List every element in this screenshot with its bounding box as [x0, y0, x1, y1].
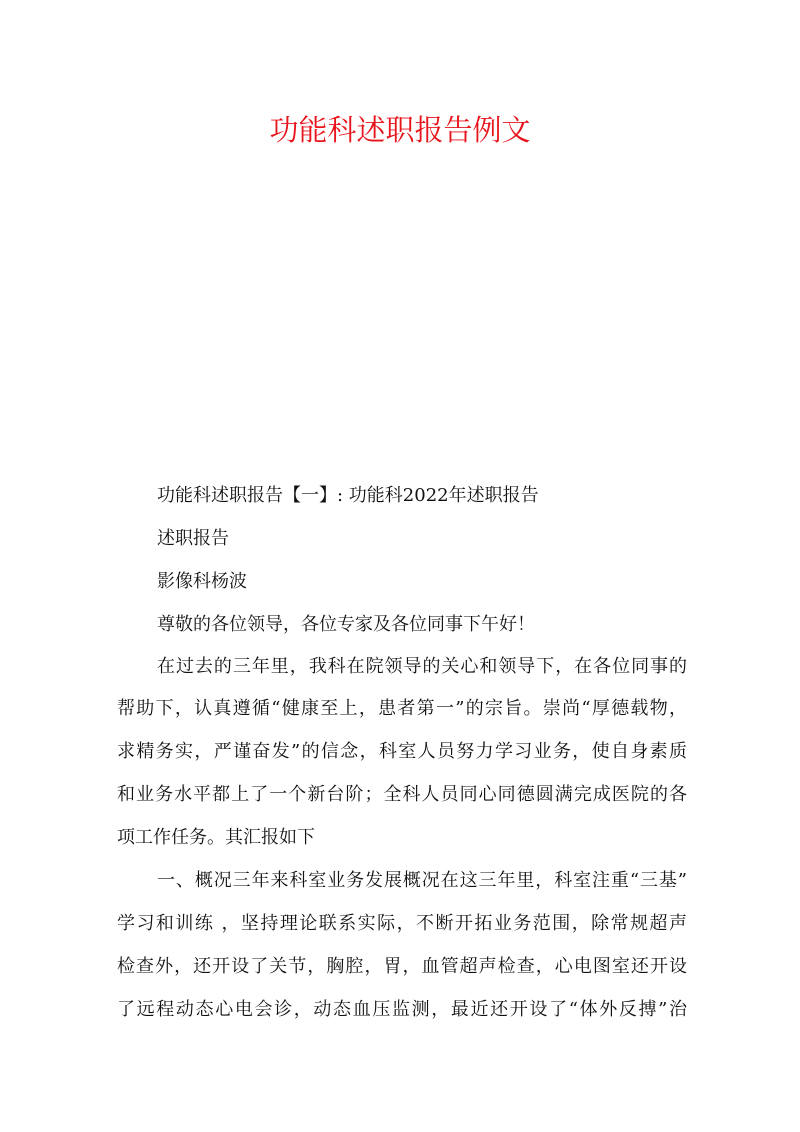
body-line: 一、概况三年来科室业务发展概况在这三年里，科室注重“三基” — [157, 870, 687, 891]
body-line: 求精务实，严谨奋发”的信念，科室人员努力学习业务，使自身素质 — [117, 741, 687, 762]
body-line: 学习和训练 ，坚持理论联系实际，不断开拓业务范围，除常规超声 — [117, 913, 687, 934]
report-author: 影像科杨波 — [157, 571, 247, 592]
report-subheading: 述职报告 — [157, 528, 229, 549]
body-line: 项工作任务。其汇报如下 — [117, 827, 315, 848]
greeting: 尊敬的各位领导，各位专家及各位同事下午好！ — [157, 614, 535, 635]
body-line: 在过去的三年里，我科在院领导的关心和领导下，在各位同事的 — [157, 656, 687, 677]
body-line: 帮助下，认真遵循“健康至上，患者第一”的宗旨。崇尚“厚德载物， — [117, 698, 687, 719]
body-line: 了远程动态心电会诊，动态血压监测，最近还开设了“体外反搏”治 — [117, 999, 687, 1020]
page-title: 功能科述职报告例文 — [269, 113, 531, 147]
report-heading: 功能科述职报告【一】: 功能科2022年述职报告 — [157, 485, 539, 506]
body-line: 和业务水平都上了一个新台阶；全科人员同心同德圆满完成医院的各 — [117, 784, 687, 805]
body-line: 检查外，还开设了关节，胸腔，胃，血管超声检查，心电图室还开设 — [117, 956, 687, 977]
